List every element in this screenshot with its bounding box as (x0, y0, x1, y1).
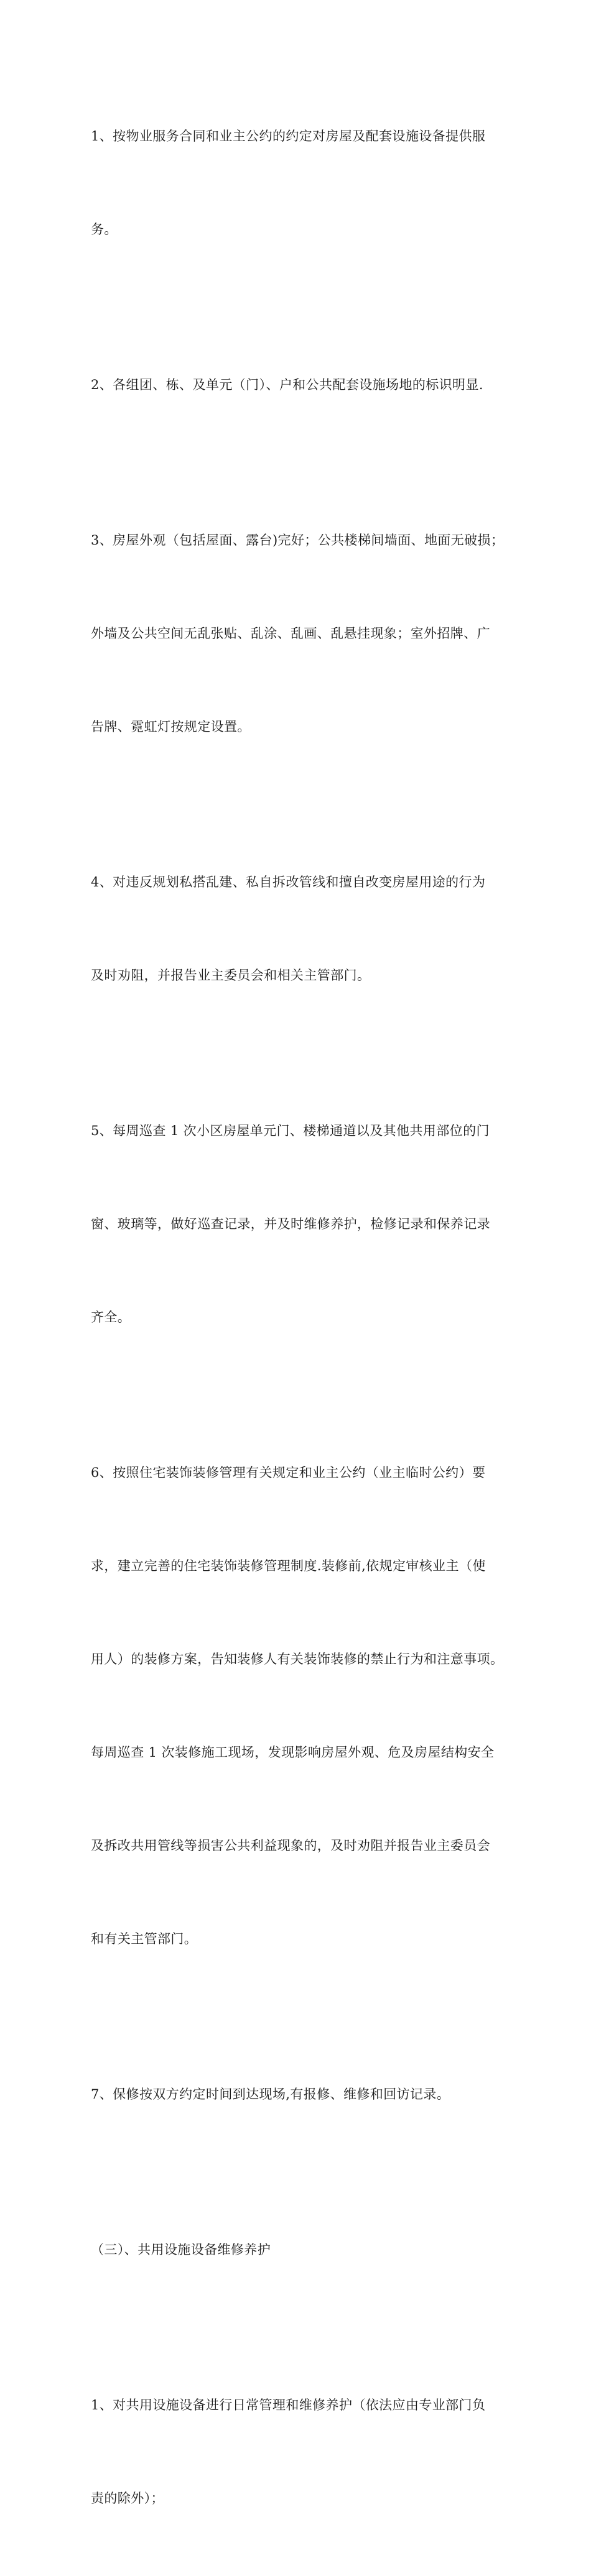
text-line: 及时劝阻，并报告业主委员会和相关主管部门。 (91, 968, 371, 983)
text-line: 用人）的装修方案，告知装修人有关装饰装修的禁止行为和注意事项。 (91, 1652, 504, 1667)
section-heading (91, 2172, 514, 2327)
paragraph-item-8 (91, 2327, 514, 2576)
text-line: 7、保修按双方约定时间到达现场,有报修、维修和回访记录。 (91, 2087, 450, 2102)
text-line: 告牌、霓虹灯按规定设置。 (91, 719, 251, 734)
text-line: 每周巡查 1 次装修施工现场，发现影响房屋外观、危及房屋结构安全 (91, 1745, 495, 1760)
text-line: 1、按物业服务合同和业主公约的约定对房屋及配套设施设备提供服 (91, 129, 486, 144)
text-line: 2、各组团、栋、及单元（门）、户和公共配套设施场地的标识明显. (91, 377, 483, 392)
text-line: 窗、玻璃等，做好巡查记录，并及时维修养护，检修记录和保养记录 (91, 1217, 490, 1231)
paragraph-item-3 (91, 462, 514, 804)
text-line: 齐全。 (91, 1310, 131, 1325)
paragraph-item-1 (91, 58, 514, 307)
text-line: 责的除外）； (91, 2491, 164, 2506)
text-line: 6、按照住宅装饰装修管理有关规定和业主公约（业主临时公约）要 (91, 1465, 486, 1480)
text-line: 求，建立完善的住宅装饰装修管理制度.装修前,依规定审核业主（使 (91, 1558, 486, 1573)
paragraph-item-5 (91, 1053, 514, 1395)
text-line: 及拆改共用管线等损害公共利益现象的，及时劝阻并报告业主委员会 (91, 1838, 490, 1853)
text-line: 3、房屋外观（包括屋面、露台)完好；公共楼梯间墙面、地面无破损； (91, 533, 505, 548)
document-body (91, 58, 514, 2576)
text-line: 务。 (91, 222, 118, 237)
text-line: 外墙及公共空间无乱张贴、乱涂、乱画、乱悬挂现象；室外招牌、广 (91, 626, 490, 641)
paragraph-item-4 (91, 804, 514, 1053)
text-line: 1、对共用设施设备进行日常管理和维修养护（依法应由专业部门负 (91, 2398, 486, 2413)
text-line: 5、每周巡查 1 次小区房屋单元门、楼梯通道以及其他共用部位的门 (91, 1123, 490, 1138)
section-heading-text: （三）、共用设施设备维修养护 (91, 2242, 271, 2257)
paragraph-item-2 (91, 307, 514, 462)
text-line: 和有关主管部门。 (91, 1931, 198, 1946)
paragraph-item-6 (91, 1395, 514, 2017)
text-line: 4、对违反规划私搭乱建、私自拆改管线和擅自改变房屋用途的行为 (91, 875, 486, 890)
paragraph-item-7 (91, 2017, 514, 2172)
